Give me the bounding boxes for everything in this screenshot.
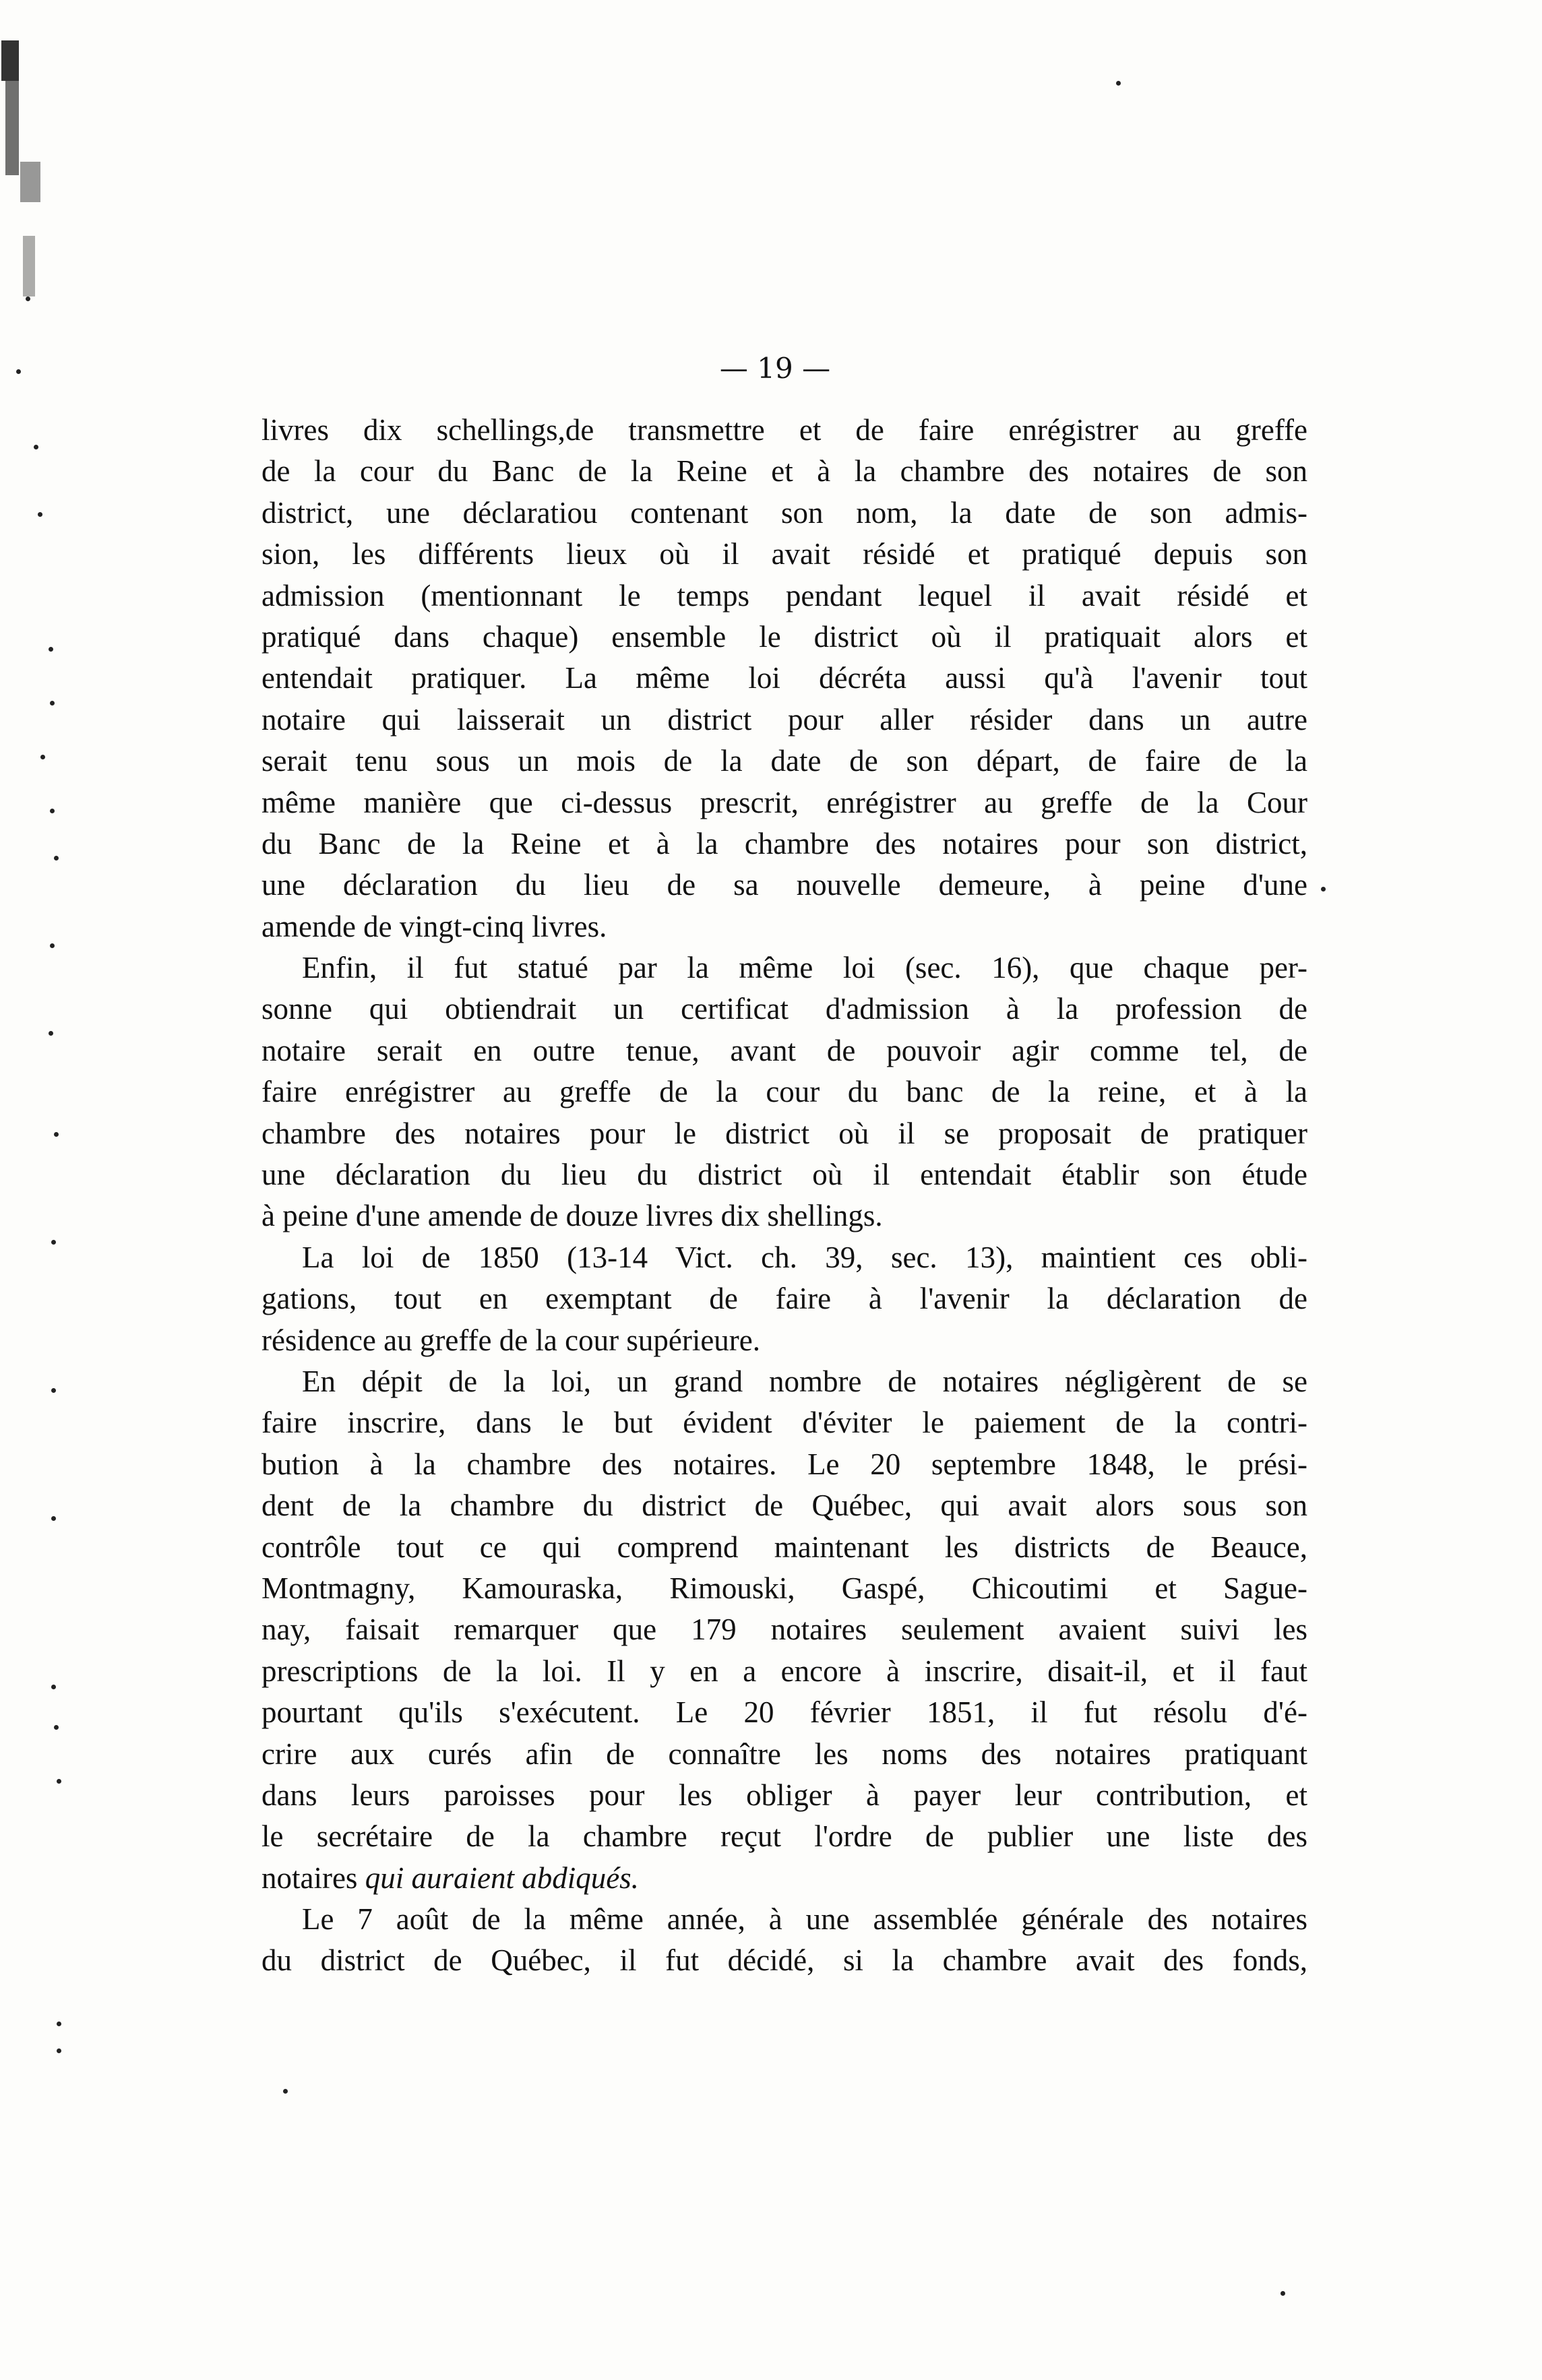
text-line-content: admission (mentionnant le temps pendant lequel il avait résidé et — [261, 578, 1307, 613]
text-line-content: même manière que ci-dessus prescrit, enrégistrer au greffe de la Cour — [261, 785, 1307, 819]
text-line — [261, 493, 1307, 534]
text-line — [261, 1940, 1307, 1981]
text-line — [261, 906, 1307, 947]
text-line — [261, 1651, 1307, 1692]
text-line-content: pratiqué dans chaque) ensemble le district où il pratiquait alors et — [261, 619, 1307, 654]
speck-bottom-left — [283, 2089, 288, 2094]
text-line-content: prescriptions de la loi. Il y en a encore à inscrire, disait-il, et il faut — [261, 1654, 1307, 1688]
text-line-content: contrôle tout ce qui comprend maintenant les districts de Beauce, — [261, 1530, 1307, 1564]
text-line-content: serait tenu sous un mois de la date de son départ, de faire de la — [261, 744, 1307, 778]
text-line — [261, 1858, 1307, 1899]
text-line-content: notaire serait en outre tenue, avant de pouvoir agir comme tel, de — [261, 1033, 1307, 1067]
text-line — [261, 1278, 1307, 1319]
text-line-content: livres dix schellings,de transmettre et de faire enrégistrer au greffe — [261, 413, 1307, 447]
text-line — [261, 617, 1307, 658]
text-line — [261, 1154, 1307, 1195]
italic-phrase: qui auraient abdiqués. — [365, 1860, 639, 1895]
text-line-content: à peine d'une amende de douze livres dix shellings. — [261, 1199, 883, 1233]
text-line — [261, 1402, 1307, 1443]
text-line — [261, 410, 1307, 451]
speck-top-right — [1116, 81, 1121, 86]
text-line-content: nay, faisait remarquer que 179 notaires seulement avaient suivi les — [261, 1612, 1307, 1647]
text-line-content: du Banc de la Reine et à la chambre des notaires pour son district, — [261, 826, 1307, 860]
text-line — [261, 534, 1307, 575]
text-line — [261, 575, 1307, 617]
text-line-content: une déclaration du lieu de sa nouvelle demeure, à peine d'une — [261, 868, 1307, 902]
text-line — [261, 1071, 1307, 1113]
text-line — [261, 1568, 1307, 1609]
text-line-content: entendait pratiquer. La même loi décréta aussi qu'à l'avenir tout — [261, 661, 1307, 695]
text-line-content: notaires — [261, 1860, 358, 1895]
text-line — [261, 1485, 1307, 1526]
text-line-content: de la cour du Banc de la Reine et à la chambre des notaires de son — [261, 454, 1307, 489]
text-line — [261, 865, 1307, 906]
text-line-content: chambre des notaires pour le district où il se proposait de pratiquer — [261, 1116, 1307, 1150]
text-line — [261, 699, 1307, 741]
text-line — [261, 1361, 1307, 1402]
text-line-content: dans leurs paroisses pour les obliger à payer leur contribution, et — [261, 1778, 1307, 1812]
text-line — [261, 1444, 1307, 1485]
text-line-content: Montmagny, Kamouraska, Rimouski, Gaspé, Chicoutimi et Sague- — [261, 1571, 1307, 1605]
text-line-content: Enfin, il fut statué par la même loi (sec. 16), que chaque per- — [302, 951, 1307, 985]
text-line-content: dent de la chambre du district de Québec, qui avait alors sous son — [261, 1489, 1307, 1523]
text-line — [261, 1775, 1307, 1816]
text-line-content: sion, les différents lieux où il avait résidé et pratiqué depuis son — [261, 537, 1307, 571]
text-line-content: amende de vingt-cinq livres. — [261, 909, 607, 943]
text-line — [261, 1527, 1307, 1568]
text-line-content: résidence au greffe de la cour supérieure. — [261, 1323, 761, 1357]
text-line-content: En dépit de la loi, un grand nombre de notaires négligèrent de se — [302, 1364, 1307, 1398]
text-line — [261, 1734, 1307, 1775]
text-line — [261, 451, 1307, 492]
speck-bottom-right — [1281, 2291, 1285, 2296]
text-line-content: sonne qui obtiendrait un certificat d'admission à la profession de — [261, 992, 1307, 1026]
text-line-content: faire enrégistrer au greffe de la cour du banc de la reine, et à la — [261, 1075, 1307, 1109]
page-number: — 19 — — [719, 352, 831, 385]
text-line — [261, 658, 1307, 699]
body-text — [261, 410, 1307, 1982]
text-line-content: bution à la chambre des notaires. Le 20 septembre 1848, le prési- — [261, 1447, 1307, 1481]
text-line — [261, 1195, 1307, 1236]
text-line-content: crire aux curés afin de connaître les noms des notaires pratiquant — [261, 1736, 1307, 1771]
text-line — [261, 989, 1307, 1030]
text-line-content: Le 7 août de la même année, à une assemblée générale des notaires — [302, 1902, 1307, 1937]
text-line — [261, 782, 1307, 823]
left-margin-specks — [0, 0, 94, 2380]
text-line-content: notaire qui laisserait un district pour aller résider dans un autre — [261, 702, 1307, 737]
text-line-content: faire inscrire, dans le but évident d'éviter le paiement de la contri- — [261, 1406, 1307, 1440]
text-line — [261, 823, 1307, 865]
text-line-content: pourtant qu'ils s'exécutent. Le 20 février 1851, il fut résolu d'é- — [261, 1695, 1307, 1730]
text-line — [261, 1692, 1307, 1733]
text-line-content: gations, tout en exemptant de faire à l'avenir la déclaration de — [261, 1282, 1307, 1316]
text-line — [261, 1816, 1307, 1857]
text-line — [261, 1320, 1307, 1361]
speck-right — [1321, 887, 1326, 891]
text-line-content: district, une déclaratiou contenant son nom, la date de son admis- — [261, 495, 1307, 530]
text-line — [261, 947, 1307, 989]
text-line — [261, 1237, 1307, 1278]
text-line-content: du district de Québec, il fut décidé, si la chambre avait des fonds, — [261, 1943, 1307, 1978]
text-line-content: le secrétaire de la chambre reçut l'ordre de publier une liste des — [261, 1819, 1307, 1854]
text-line — [261, 1899, 1307, 1940]
text-line — [261, 1030, 1307, 1071]
text-line-content: une déclaration du lieu du district où il entendait établir son étude — [261, 1158, 1307, 1192]
text-line-content: La loi de 1850 (13-14 Vict. ch. 39, sec. 13), maintient ces obli- — [302, 1240, 1307, 1274]
text-line — [261, 741, 1307, 782]
text-line — [261, 1609, 1307, 1650]
text-line — [261, 1113, 1307, 1154]
